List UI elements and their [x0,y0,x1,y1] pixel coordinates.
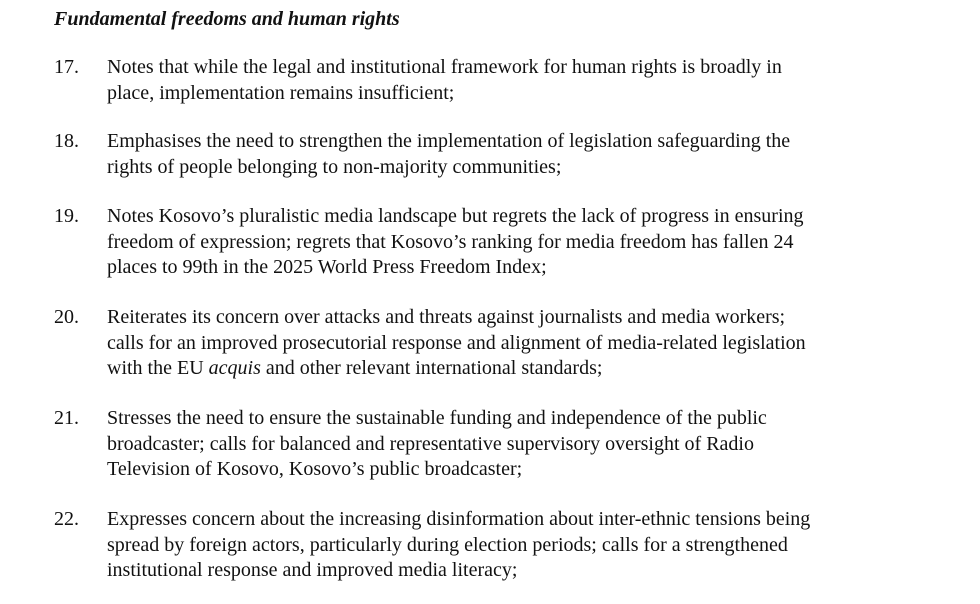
paragraph-number: 21. [54,407,79,429]
paragraph-number: 19. [54,205,79,227]
text-line: Reiterates its concern over attacks and threats against journalists and media workers; [107,306,786,328]
text-line: Expresses concern about the increasing disinformation about inter-ethnic tensions being [107,508,811,530]
text-line: broadcaster; calls for balanced and representative supervisory oversight of Radio [107,432,754,455]
paragraph-text [107,204,952,281]
text-line: institutional response and improved media literacy; [107,559,518,581]
text-line: places to 99th in the 2025 World Press Freedom Index; [107,256,547,278]
text-line: rights of people belonging to non-majority communities; [107,155,562,178]
text-segment: with the EU [107,357,209,379]
text-segment: and other relevant international standards; [260,357,603,379]
text-line: Television of Kosovo, Kosovo’s public broadcaster; [107,458,523,480]
paragraph-number: 18. [54,130,79,152]
text-line: Emphasises the need to strengthen the implementation of legislation safeguarding the [107,130,791,152]
text-line: Stresses the need to ensure the sustainable funding and independence of the public [107,407,767,429]
text-line: freedom of expression; regrets that Kosovo’s ranking for media freedom has fallen 24 [107,230,794,253]
paragraph-text [107,129,952,180]
paragraph-number: 17. [54,56,79,78]
paragraph-number: 20. [54,306,79,328]
italic-term-acquis: acquis [208,357,261,379]
paragraph-text [107,55,952,106]
text-line: place, implementation remains insufficient; [107,81,455,104]
text-line: Notes that while the legal and institutional framework for human rights is broadly in [107,56,782,78]
paragraph-text [107,406,952,483]
text-line: spread by foreign actors, particularly during election periods; calls for a strengthened [107,533,788,556]
text-line: Notes Kosovo’s pluralistic media landscape but regrets the lack of progress in ensuring [107,205,804,227]
section-heading: Fundamental freedoms and human rights [54,8,400,30]
text-line: calls for an improved prosecutorial response and alignment of media-related legislation [107,331,806,354]
paragraph-number: 22. [54,508,79,530]
paragraph-text [107,305,952,382]
text-line [107,356,952,382]
paragraph-text [107,507,952,584]
